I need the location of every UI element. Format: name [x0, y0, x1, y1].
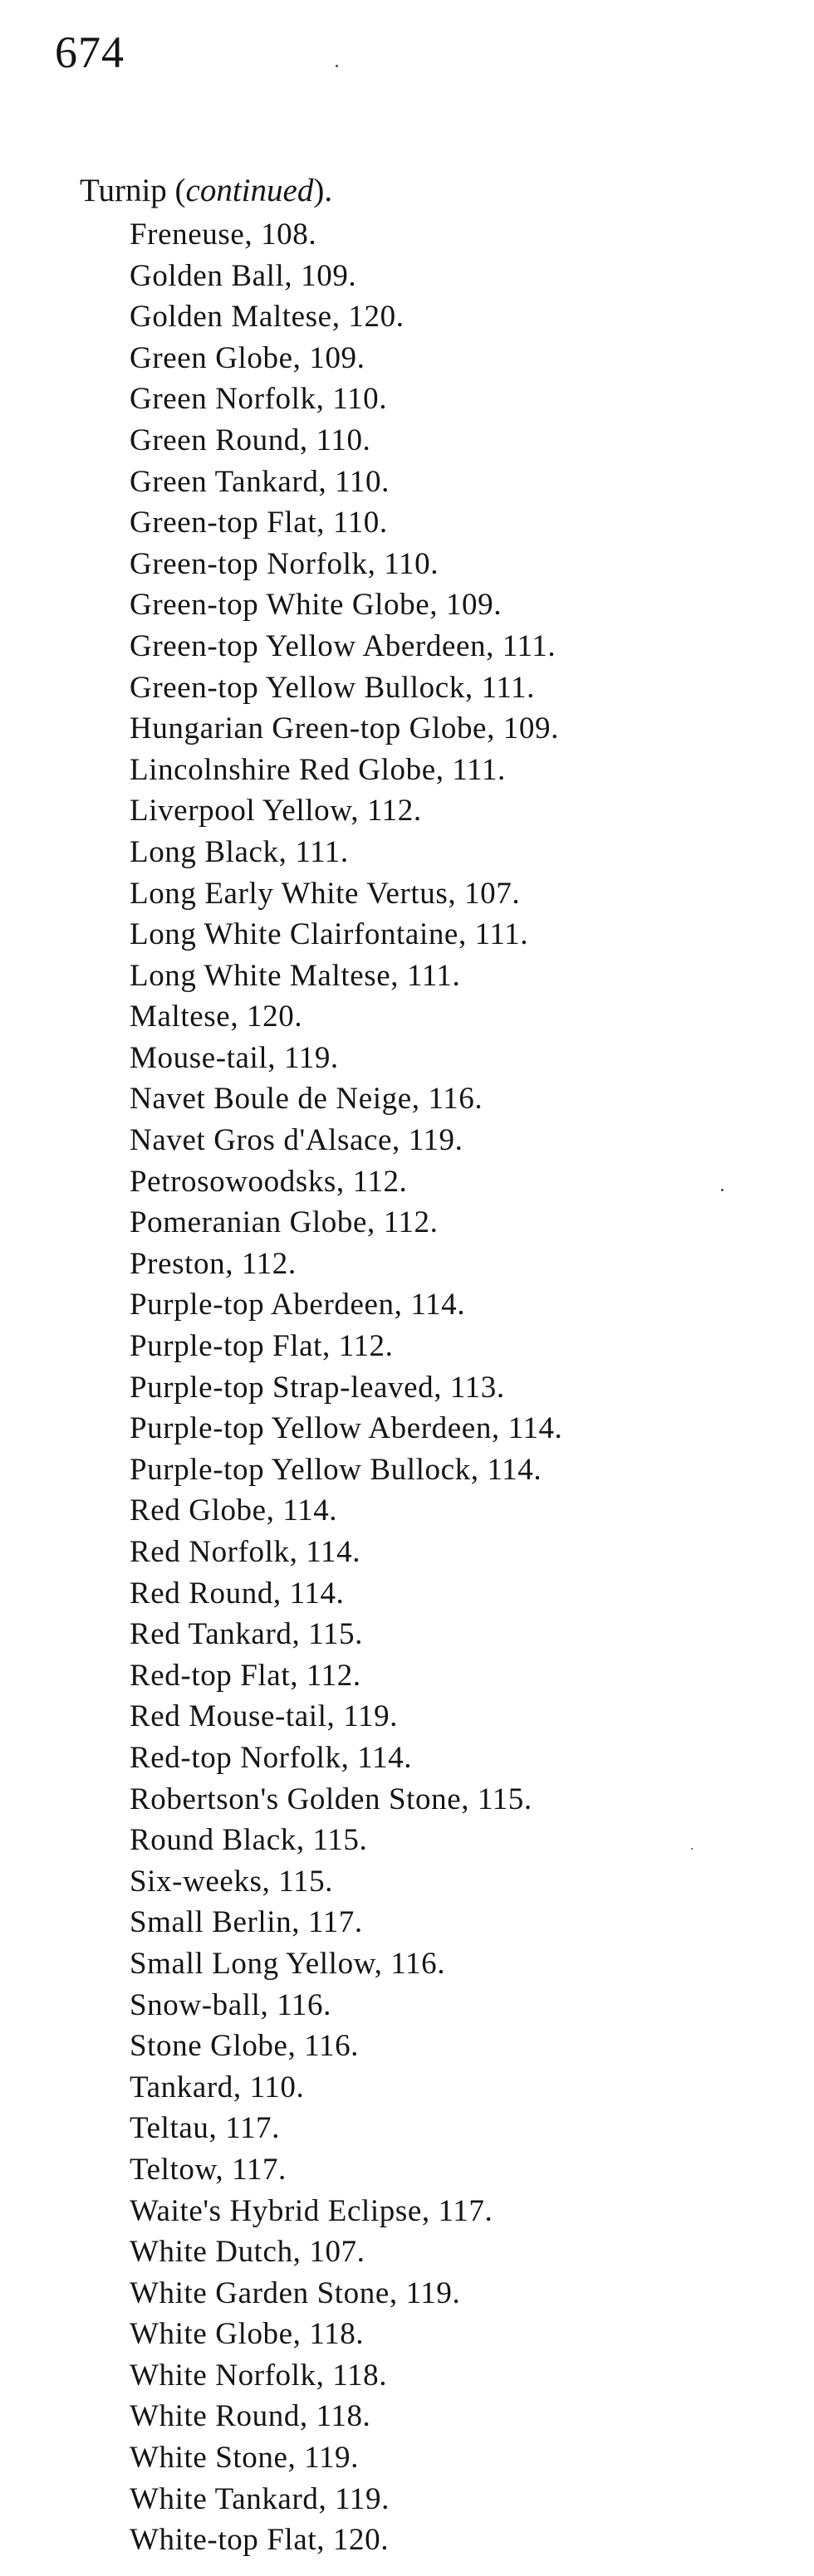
index-entry: Green Round, 110. — [130, 423, 371, 457]
heading-word: Turnip — [80, 173, 167, 208]
index-block — [80, 173, 794, 2561]
index-entry: Golden Ball, 109. — [130, 258, 357, 293]
index-entry: White-top Flat, 120. — [130, 2523, 390, 2558]
index-entry: Red-top Flat, 112. — [130, 1658, 361, 1693]
index-entry: Green Globe, 109. — [130, 340, 365, 375]
index-entry: Golden Maltese, 120. — [130, 300, 405, 335]
index-entry: Long White Clairfontaine, 111. — [130, 917, 529, 952]
index-entry: Red Mouse-tail, 119. — [130, 1699, 399, 1734]
index-entry: Snow-ball, 116. — [130, 1987, 331, 2022]
index-heading — [80, 173, 794, 209]
index-entry: Green-top Yellow Bullock, 111. — [130, 670, 535, 705]
index-entry: White Tankard, 119. — [130, 2481, 390, 2516]
index-entry: Petrosowoodsks, 112. — [130, 1164, 408, 1199]
index-entry: Green Tankard, 110. — [130, 464, 390, 499]
index-entry: White Garden Stone, 119. — [130, 2275, 461, 2310]
index-entry: Red Norfolk, 114. — [130, 1535, 361, 1569]
heading-open: ( — [166, 173, 186, 208]
index-entry: Red Round, 114. — [130, 1576, 345, 1611]
index-entry: Purple-top Yellow Aberdeen, 114. — [130, 1411, 563, 1446]
index-entry: Teltau, 117. — [130, 2111, 280, 2146]
index-entry: Red Tankard, 115. — [130, 1617, 363, 1652]
index-entry: Lincolnshire Red Globe, 111. — [130, 752, 506, 787]
index-entry: Small Long Yellow, 116. — [130, 1946, 446, 1981]
index-entry: Six-weeks, 115. — [130, 1864, 334, 1899]
index-entry: Stone Globe, 116. — [130, 2029, 360, 2064]
index-entry: Small Berlin, 117. — [130, 1905, 363, 1940]
index-entry: White Dutch, 107. — [130, 2235, 365, 2270]
index-entry: White Norfolk, 118. — [130, 2358, 388, 2393]
heading-note: continued — [185, 173, 314, 208]
index-entry: White Round, 118. — [130, 2399, 371, 2434]
index-entry: Round Black, 115. — [130, 1823, 368, 1858]
page-number: 674 — [55, 27, 125, 77]
index-entry: Liverpool Yellow, 112. — [130, 794, 422, 829]
heading-close: ). — [313, 173, 333, 208]
index-entry: White Stone, 119. — [130, 2441, 360, 2476]
index-entry: Navet Boule de Neige, 116. — [130, 1082, 483, 1117]
index-entry: Red Globe, 114. — [130, 1493, 338, 1528]
index-entry: Long White Maltese, 111. — [130, 958, 461, 993]
index-entry: Robertson's Golden Stone, 115. — [130, 1782, 532, 1816]
index-entry-list — [80, 214, 794, 2561]
index-entry: Mouse-tail, 119. — [130, 1040, 339, 1075]
index-entry: Purple-top Aberdeen, 114. — [130, 1288, 466, 1322]
index-entry: Purple-top Flat, 112. — [130, 1329, 394, 1364]
index-entry: Green-top Flat, 110. — [130, 506, 388, 540]
index-entry: Green Norfolk, 110. — [130, 382, 388, 417]
index-entry: Green-top Norfolk, 110. — [130, 546, 439, 581]
index-entry: White Globe, 118. — [130, 2317, 365, 2352]
index-entry: Hungarian Green-top Globe, 109. — [130, 711, 559, 746]
print-speck — [336, 65, 338, 67]
index-entry: Maltese, 120. — [130, 1000, 303, 1034]
index-entry: Purple-top Strap-leaved, 113. — [130, 1370, 505, 1405]
index-entry: Green-top Yellow Aberdeen, 111. — [130, 628, 557, 663]
index-entry: Long Black, 111. — [130, 834, 349, 869]
index-entry: Green-top White Globe, 109. — [130, 588, 503, 623]
index-entry: Waite's Hybrid Eclipse, 117. — [130, 2193, 493, 2228]
index-entry: Freneuse, 108. — [130, 218, 317, 252]
index-entry: Long Early White Vertus, 107. — [130, 876, 521, 911]
index-entry: Purple-top Yellow Bullock, 114. — [130, 1452, 542, 1487]
index-entry: Teltow, 117. — [130, 2152, 287, 2187]
index-entry: Pomeranian Globe, 112. — [130, 1205, 439, 1240]
index-entry: Navet Gros d'Alsace, 119. — [130, 1123, 463, 1158]
index-entry: Tankard, 110. — [130, 2070, 305, 2104]
index-entry: Red-top Norfolk, 114. — [130, 1740, 413, 1775]
index-entry: Preston, 112. — [130, 1246, 297, 1281]
